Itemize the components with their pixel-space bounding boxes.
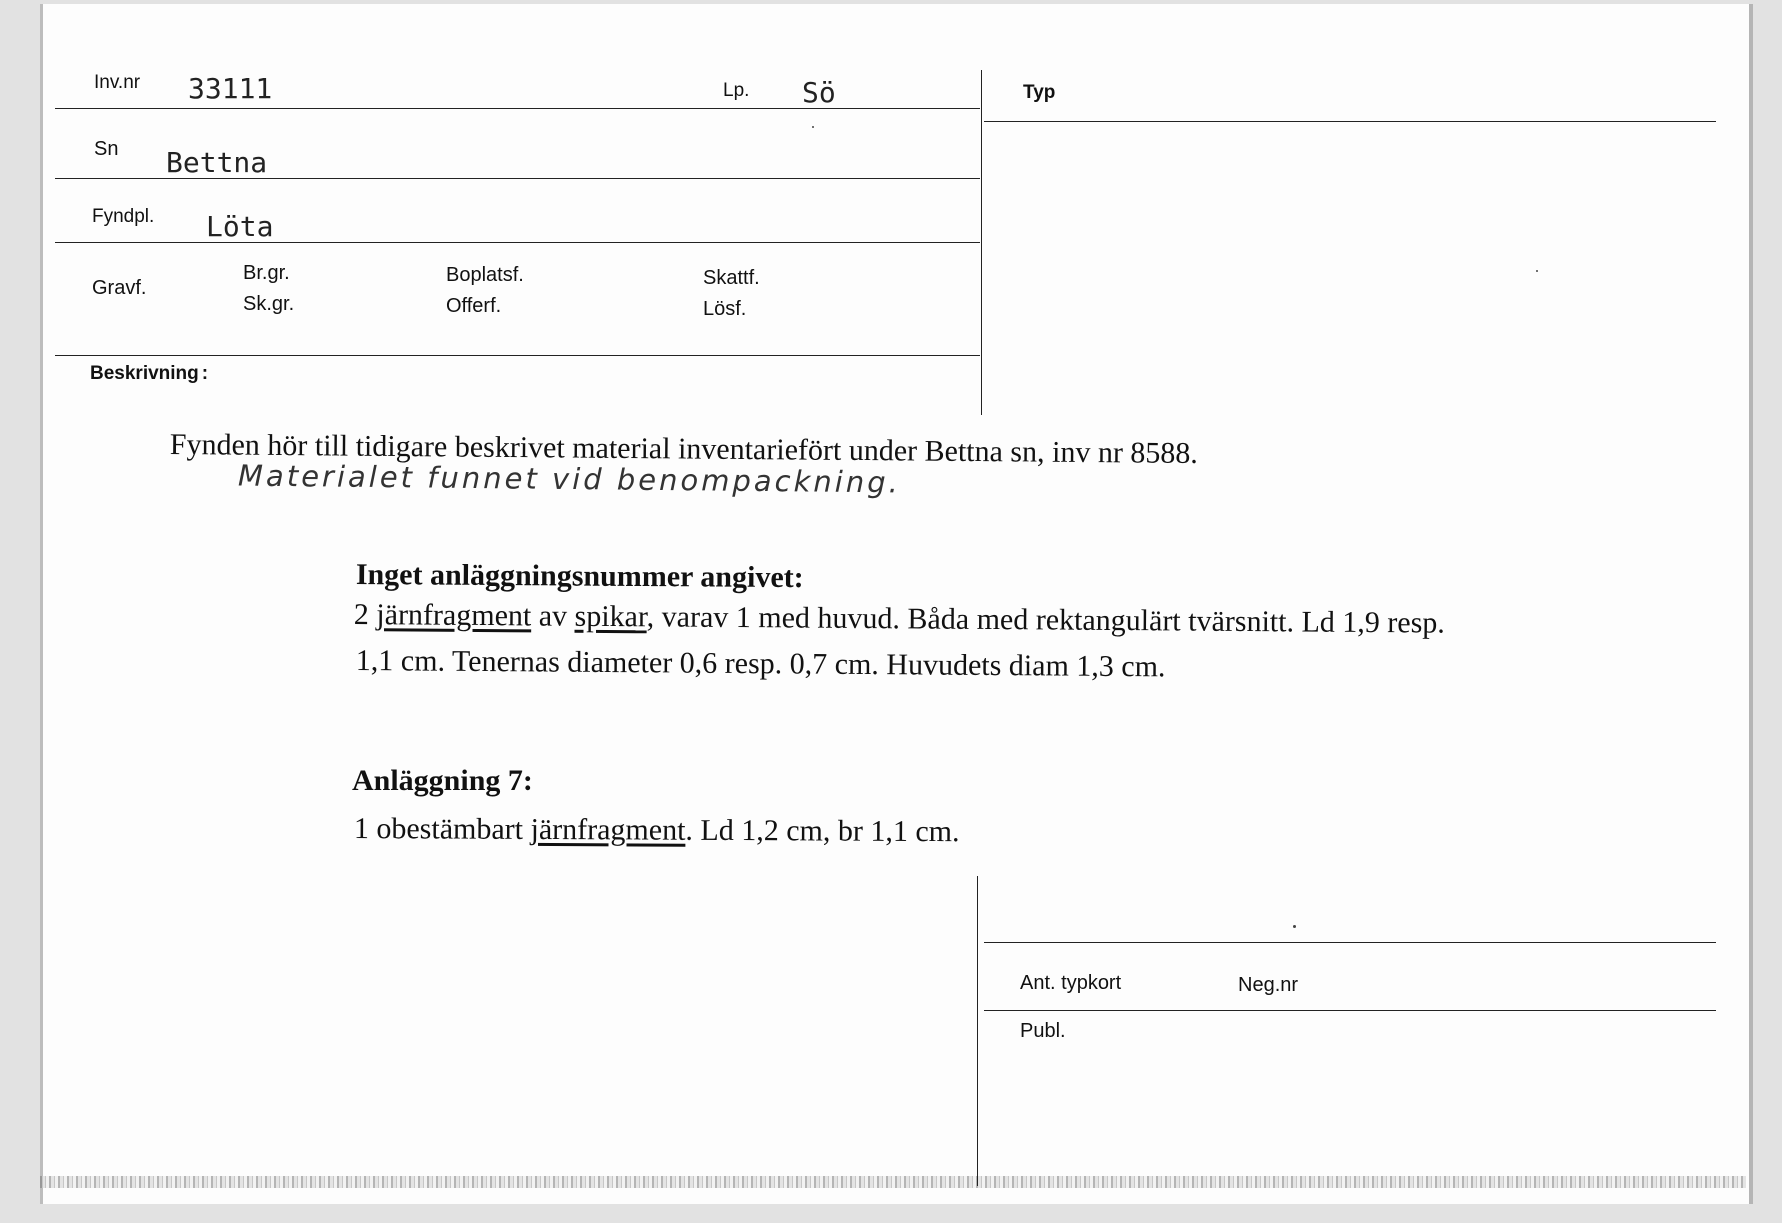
speck [812, 126, 814, 128]
fyndpl-label: Fyndpl. [92, 206, 155, 227]
section1-line2: 1,1 cm. Tenernas diameter 0,6 resp. 0,7 cm. Huvudets diam 1,3 cm. [355, 644, 1166, 684]
rule-footer-top [984, 942, 1716, 943]
s2-underlined-jarnfragment: järnfragment [530, 812, 686, 847]
ant-typkort-label: Ant. typkort [1020, 972, 1122, 994]
brgr-label: Br.gr. [243, 262, 290, 284]
speck [1293, 925, 1296, 928]
neg-nr-label: Neg.nr [1238, 974, 1299, 996]
divider-bottom [977, 876, 978, 1186]
section2-line1 [354, 812, 960, 849]
s1-l1-e: , varav 1 med huvud. Båda med rektangulärt tvärsnitt. Ld 1,9 resp. [646, 600, 1445, 640]
boplatsf-label: Boplatsf. [446, 264, 524, 286]
publ-label: Publ. [1020, 1020, 1066, 1042]
handwritten-note: Materialet funnet vid benompackning. [237, 458, 902, 500]
divider-top [981, 70, 982, 415]
card-bottom-edge [40, 1176, 1746, 1188]
rule-inv [55, 108, 980, 109]
beskrivning-label [90, 363, 208, 385]
rule-typ [984, 121, 1716, 122]
section2-heading: Anläggning 7: [352, 764, 533, 797]
skattf-label: Skattf. [703, 267, 760, 289]
fyndpl-value: Löta [206, 210, 274, 243]
s1-underlined-jarnfragment: järnfragment [376, 598, 532, 633]
gravf-label: Gravf. [92, 277, 147, 299]
inv-value: 33111 [188, 72, 273, 105]
sn-value: Bettna [166, 146, 268, 179]
inv-label: Inv.nr [94, 72, 141, 93]
rule-fyndpl [55, 242, 980, 243]
rule-footer-mid [984, 1010, 1716, 1011]
s2-l1-a: 1 obestämbart [353, 812, 531, 846]
skgr-label: Sk.gr. [243, 293, 295, 315]
losf-label: Lösf. [703, 298, 747, 320]
rule-categories [55, 355, 980, 356]
beskrivning-text: Beskrivning [90, 363, 199, 384]
s1-underlined-spikar: spikar [574, 599, 647, 634]
s1-l1-a: 2 [353, 598, 377, 632]
speck [1536, 270, 1538, 272]
lp-value: Sö [802, 76, 836, 109]
lp-label: Lp. [723, 80, 750, 101]
beskrivning-colon: : [201, 363, 209, 384]
description-intro: Fynden hör till tidigare beskrivet material inventariefört under Bettna sn, inv nr 8588. [169, 428, 1199, 470]
s2-l1-c: . Ld 1,2 cm, br 1,1 cm. [685, 813, 960, 849]
offerf-label: Offerf. [446, 295, 502, 317]
s1-l1-c: av [531, 599, 575, 633]
typ-label: Typ [1023, 82, 1056, 103]
section1-heading: Inget anläggningsnummer angivet: [355, 558, 804, 595]
sn-label: Sn [94, 138, 119, 160]
